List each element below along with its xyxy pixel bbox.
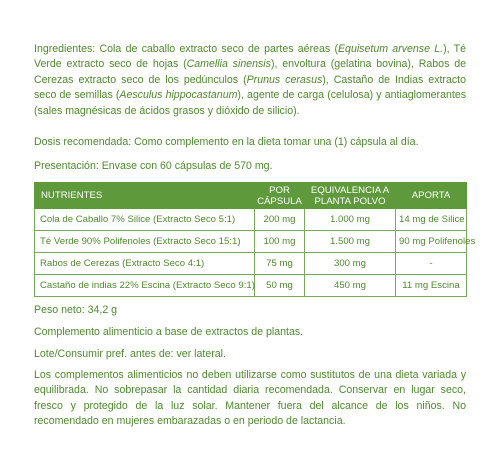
cell-per-capsule: 50 mg bbox=[255, 275, 305, 297]
table-row bbox=[35, 275, 467, 297]
ingredients-text bbox=[34, 42, 466, 119]
dosage-text: Dosis recomendada: Como complemento en la dieta tomar una (1) cápsula al día. bbox=[34, 136, 419, 148]
cell-contribution: 14 mg de Silice bbox=[396, 209, 467, 231]
cell-name: Castaño de indias 22% Escina (Extracto Seco 9:1) bbox=[35, 275, 255, 297]
cell-per-capsule: 100 mg bbox=[255, 231, 305, 253]
table-row bbox=[35, 209, 467, 231]
header-equivalence: EQUIVALENCIA A PLANTA POLVO bbox=[305, 183, 396, 209]
warning-text: Los complementos alimenticios no deben utilizarse como sustitutos de una dieta variada y equilibrada. No sobrepasar la cantidad diaria recomendada. Conservar en lugar seco, fresco y protegido de la luz solar. Mantener fuera del alcance de los niños. No recomendado en mujeres embarazadas o en periodo de lactancia. bbox=[34, 369, 466, 428]
ingredients-seg-3: ), envoltura (gelatina bovina), Rabos de Cerezas extracto seco de los pedúnculos ( bbox=[34, 58, 466, 86]
table-row bbox=[35, 231, 467, 253]
cell-per-capsule: 200 mg bbox=[255, 209, 305, 231]
header-per-capsule: POR CÁPSULA bbox=[255, 183, 305, 209]
header-nutrients: NUTRIENTES bbox=[35, 183, 255, 209]
cell-contribution: 90 mg Polifenoles bbox=[396, 231, 467, 253]
cell-name: Rabos de Cerezas (Extracto Seco 4:1) bbox=[35, 253, 255, 275]
cell-contribution: 11 mg Escina bbox=[396, 275, 467, 297]
cell-equivalence: 300 mg bbox=[305, 253, 396, 275]
net-weight-text: Peso neto: 34,2 g bbox=[34, 304, 118, 316]
table-row bbox=[35, 253, 467, 275]
cell-equivalence: 1.500 mg bbox=[305, 231, 396, 253]
cell-per-capsule: 75 mg bbox=[255, 253, 305, 275]
ingredients-seg-2: ), Té Verde extracto seco de hojas ( bbox=[34, 43, 466, 71]
ingredients-seg-4: ), Castaño de Indias extracto seco de semillas ( bbox=[34, 73, 466, 102]
cell-equivalence: 450 mg bbox=[305, 275, 396, 297]
ingredients-latin-3: Prunus cerasus bbox=[246, 73, 323, 86]
lot-text: Lote/Consumir pref. antes de: ver lateral. bbox=[34, 348, 226, 360]
presentation-text: Presentación: Envase con 60 cápsulas de 570 mg. bbox=[34, 160, 273, 172]
ingredients-seg-1: Ingredientes: Cola de caballo extracto seco de partes aéreas ( bbox=[34, 43, 338, 55]
cell-contribution: - bbox=[396, 253, 467, 275]
cell-equivalence: 1.000 mg bbox=[305, 209, 396, 231]
ingredients-latin-2: Camellia sinensis bbox=[186, 58, 271, 71]
cell-name: Cola de Caballo 7% Silice (Extracto Seco 5:1) bbox=[35, 209, 255, 231]
table-header-row bbox=[35, 183, 467, 209]
ingredients-seg-5: ), agente de carga (celulosa) y antiaglomerantes (sales magnésicas de ácidos grasos y dióxido de silicio). bbox=[34, 89, 467, 117]
ingredients-latin-4: Aesculus hippocastanum bbox=[119, 89, 238, 102]
header-contribution: APORTA bbox=[396, 183, 467, 209]
nutrient-table bbox=[34, 182, 476, 297]
cell-name: Té Verde 90% Polifenoles (Extracto Seco 15:1) bbox=[35, 231, 255, 253]
ingredients-latin-1: Equisetum arvense L. bbox=[337, 43, 444, 55]
supplement-text: Complemento alimenticio a base de extractos de plantas. bbox=[34, 326, 304, 338]
